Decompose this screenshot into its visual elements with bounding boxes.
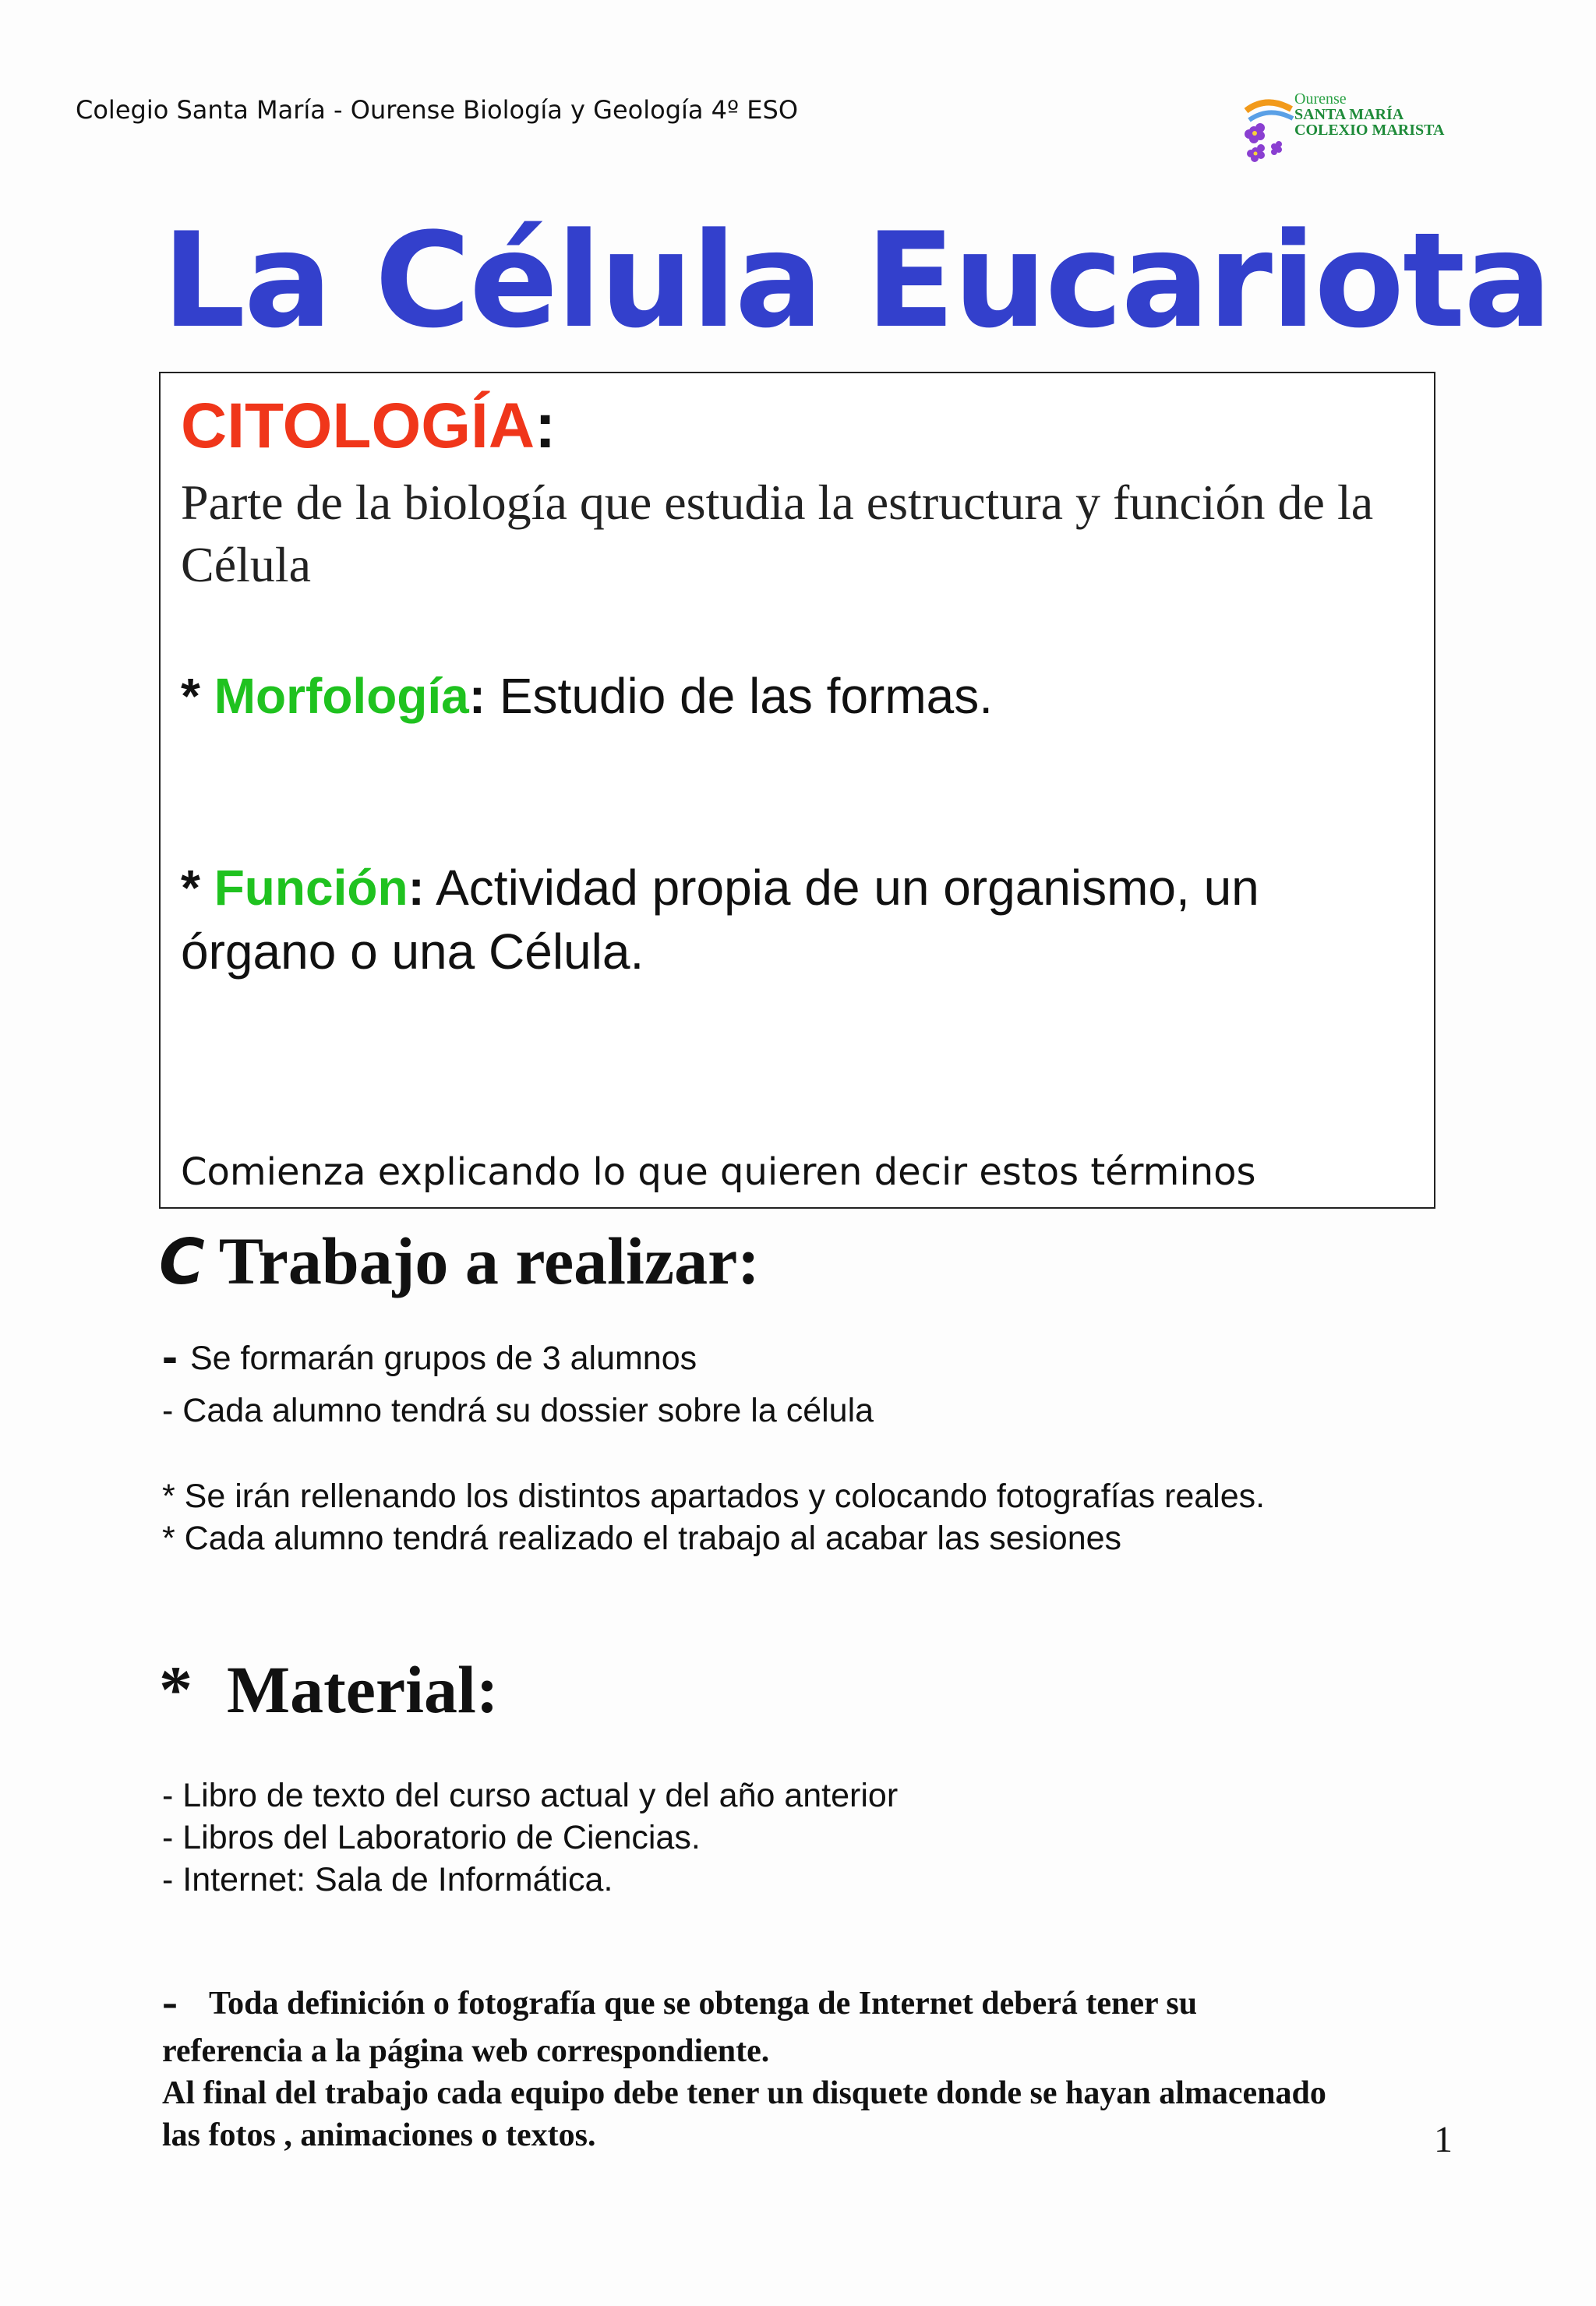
box-instruction: Comienza explicando lo que quieren decir estos términos [181,1150,1256,1194]
citologia-heading [181,390,556,463]
trabajo-heading [159,1222,760,1300]
material-heading [159,1651,499,1729]
material-line: - Libro de texto del curso actual y del año anterior [162,1777,899,1814]
citologia-description: Parte de la biología que estudia la estructura y función de la Célula [181,475,1374,592]
material-line: - Libros del Laboratorio de Ciencias. [162,1819,701,1856]
citologia-colon: : [535,390,556,461]
trabajo-line: - Cada alumno tendrá su dossier sobre la célula [162,1392,874,1429]
trabajo-line: * Se irán rellenando los distintos apartados y colocando fotografías reales. [162,1478,1266,1515]
definition-text: Actividad propia de un organismo, un órgano o una Célula. [181,860,1259,980]
school-logo [1243,87,1446,165]
bullet-star: * [181,860,200,916]
logo-flower-icon [1243,87,1298,165]
note-text: Toda definición o fotografía que se obtenga de Internet deberá tener su [208,1986,1198,2022]
definition-text: Estudio de las formas. [486,668,994,724]
definition-colon: : [408,860,425,916]
definition-term: Morfología [214,668,469,724]
note-line [162,1975,1197,2029]
definition-morfologia [181,664,1420,728]
note-line: las fotos , animaciones o textos. [162,2117,596,2153]
trabajo-title: Trabajo a realizar: [218,1224,760,1298]
note-dash: - [162,1976,178,2027]
logo-line-2: COLEXIO MARISTA [1294,122,1445,139]
material-asterisk: * [159,1652,192,1727]
citologia-label: CITOLOGÍA [181,390,535,461]
definition-funcion [181,856,1420,983]
note-line: Al final del trabajo cada equipo debe tener un disquete donde se hayan almacenado [162,2075,1326,2111]
bullet-star: * [181,668,200,724]
logo-city: Ourense [1294,90,1347,108]
document-header: Colegio Santa María - Ourense Biología y Geología 4º ESO [76,95,798,125]
note-line: referencia a la página web correspondiente. [162,2033,770,2069]
trabajo-icon: C [159,1226,205,1298]
trabajo-first-line [162,1330,697,1383]
logo-line-1: SANTA MARÍA [1294,106,1404,123]
dash-bullet: - [162,1330,178,1383]
definition-term: Función [214,860,408,916]
material-line: - Internet: Sala de Informática. [162,1861,613,1898]
trabajo-first-text: Se formarán grupos de 3 alumnos [189,1340,697,1377]
page-title: La Célula Eucariota [162,204,1551,357]
definition-colon: : [468,668,486,724]
page-number: 1 [1434,2119,1453,2160]
trabajo-line: * Cada alumno tendrá realizado el trabajo al acabar las sesiones [162,1520,1122,1557]
material-title: Material: [227,1652,499,1727]
